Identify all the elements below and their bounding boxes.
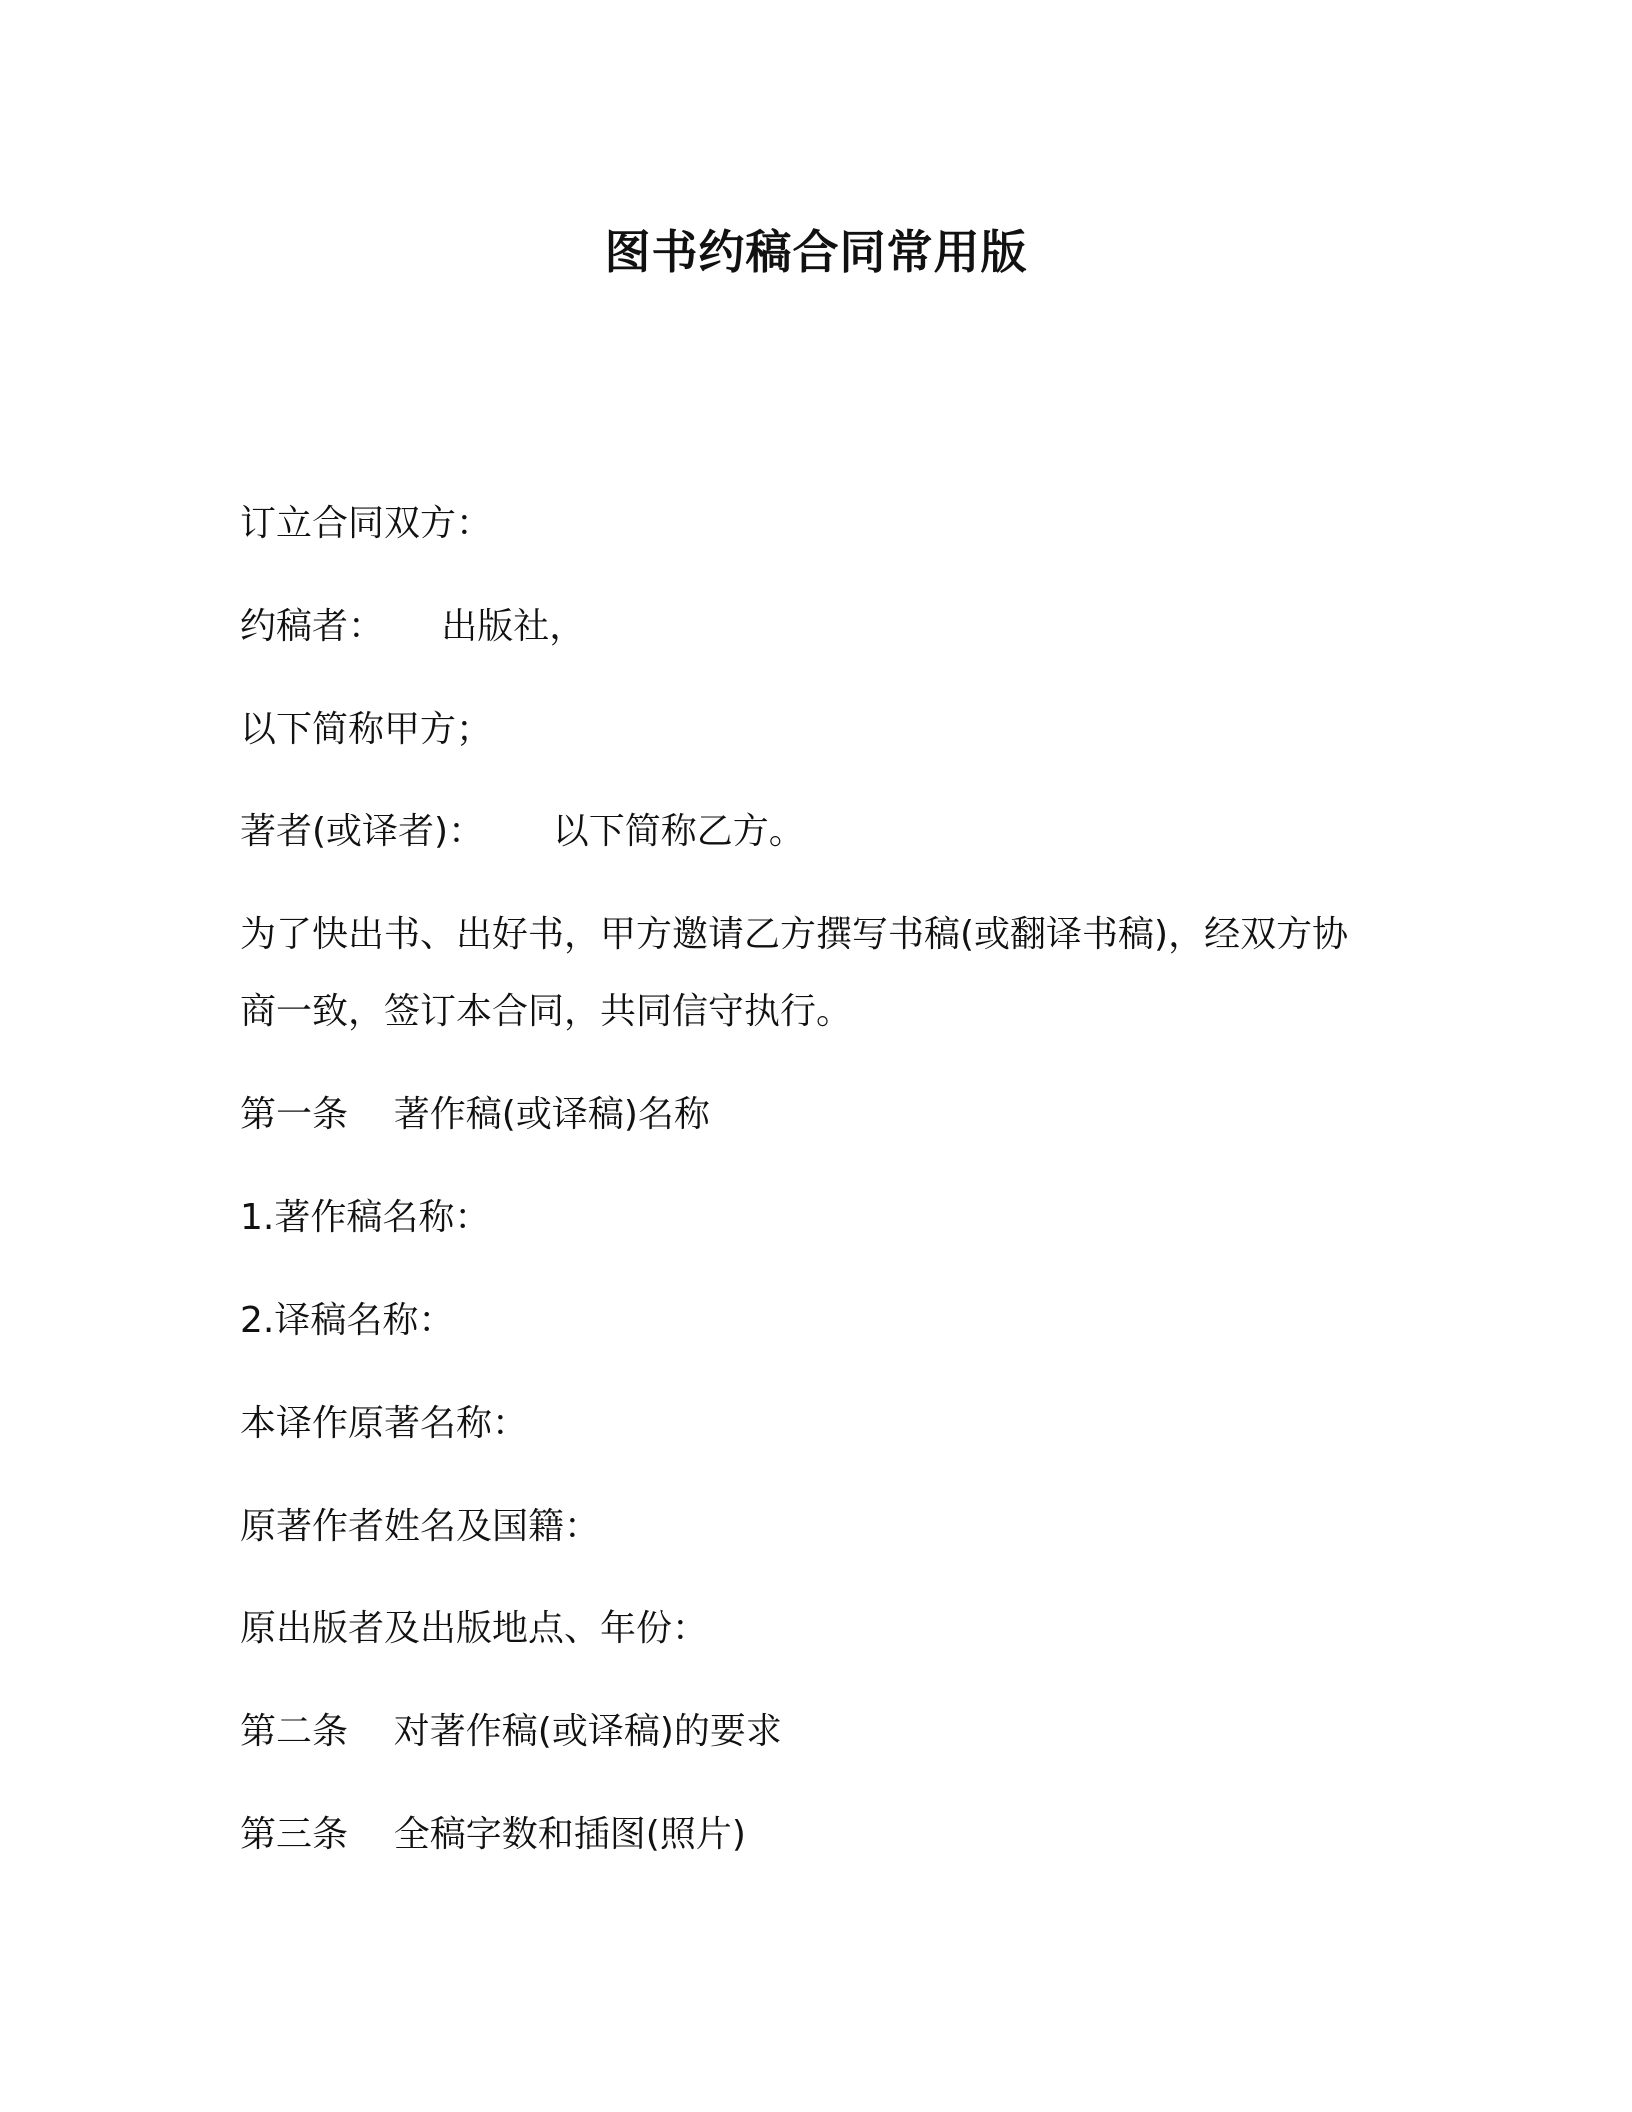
commissioner-line: 约稿者： 出版社， <box>240 606 586 647</box>
article-2-heading: 第二条 对著作稿(或译稿)的要求 <box>240 1711 782 1752</box>
preamble-line-1: 为了快出书、出好书，甲方邀请乙方撰写书稿(或翻译书稿)，经双方协 <box>240 914 1349 955</box>
original-publisher-field: 原出版者及出版地点、年份： <box>240 1608 709 1649</box>
article-3-heading: 第三条 全稿字数和插图(照片) <box>240 1814 746 1855</box>
contract-parties-heading: 订立合同双方： <box>240 503 493 544</box>
original-author-field: 原著作者姓名及国籍： <box>240 1506 601 1547</box>
party-a-line: 以下简称甲方； <box>240 709 493 750</box>
article-1-heading: 第一条 著作稿(或译稿)名称 <box>240 1094 710 1135</box>
document-title: 图书约稿合同常用版 <box>604 225 1028 279</box>
preamble-line-2: 商一致，签订本合同，共同信守执行。 <box>240 991 853 1032</box>
original-work-name-field: 本译作原著名称： <box>240 1403 529 1444</box>
translation-name-field: 2.译稿名称： <box>240 1300 455 1341</box>
party-b-line: 著者(或译者)： 以下简称乙方。 <box>240 811 805 852</box>
manuscript-name-field: 1.著作稿名称： <box>240 1197 491 1238</box>
